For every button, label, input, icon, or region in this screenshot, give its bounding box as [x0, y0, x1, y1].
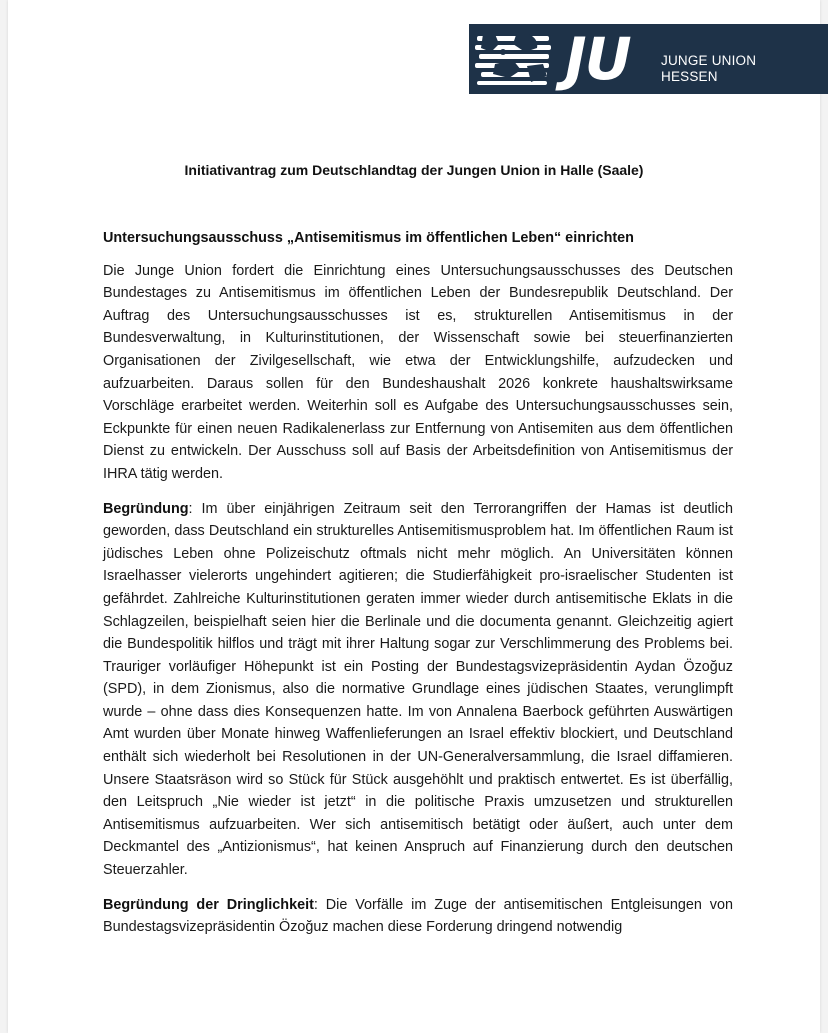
urgency-label: Begründung der Dringlichkeit — [103, 896, 314, 913]
urgency-text: : Die Vorfälle im Zuge der antisemitischen Entgleisungen von Bundestagsvizepräsidentin Özoğuz machen diese Forderung dringend notwendig — [103, 896, 733, 936]
document-page — [8, 0, 820, 1033]
document-body — [103, 227, 733, 951]
document-title: Initiativantrag zum Deutschlandtag der Jungen Union in Halle (Saale) — [184, 162, 644, 178]
justification-label: Begründung — [103, 500, 189, 517]
motion-heading: Untersuchungsausschuss „Antisemitismus im öffentlichen Leben“ einrichten — [103, 230, 634, 246]
urgency-paragraph — [103, 894, 733, 939]
motion-paragraph: Die Junge Union fordert die Einrichtung eines Untersuchungsausschusses des Deutschen Bundestages zu Antisemitismus im öffentlichen Leben der Bundesrepublik Deutschland. Der Auftrag des Untersuchungsausschusses ist es, strukturellen Antisemitismus in der Bundesverwaltung, in Kulturinstitutionen, der Wissenschaft sowie bei steuerfinanzierten Organisationen der Zivilgesellschaft, wie etwa der Entwicklungshilfe, aufzudecken und aufzuarbeiten. Daraus sollen für den Bundeshaushalt 2026 konkrete haushaltswirksame Vorschläge erarbeitet werden. Weiterhin soll es Aufgabe des Untersuchungsausschusses sein, Eckpunkte für einen neuen Radikalenerlass zur Entfernung von Antisemiten aus dem öffentlichen Dienst zu entwickeln. Der Ausschuss soll auf Basis der Arbeitsdefinition von Antisemitismus der IHRA tätig werden. — [103, 262, 733, 482]
organization-name — [661, 53, 756, 85]
organization-name-line2: HESSEN — [661, 69, 718, 84]
ju-mark: JU — [565, 25, 630, 93]
justification-text: : Im über einjährigen Zeitraum seit den Terrorangriffen der Hamas ist deutlich geworden, dass Deutschland ein strukturelles Antisemitismusproblem hat. Im öffentlichen Raum ist jüdisches Leben ohne Polizeischutz oftmals nicht mehr möglich. An Universitäten können Israelhasser vielerorts ungehindert agitieren; die Studierfähigkeit pro-israelischer Studenten ist gefährdet. Zahlreiche Kulturinstitutionen geraten immer wieder durch antisemitische Eklats in die Schlagzeilen, beispielhaft seien hier die Berlinale und die documenta genannt. Gleichzeitig agiert die Bundespolitik hilflos und trägt mit ihrer Haltung sogar zur Verschlimmerung des Problems bei. Trauriger vorläufiger Höhepunkt ist ein Posting der Bundestagsvizepräsidentin Aydan Özoğuz (SPD), in dem Zionismus, also die normative Grundlage eines jüdischen Staates, verunglimpft wurde – ohne dass dies Konsequenzen hatte. Im von Annalena Baerbock geführten Auswärtigen Amt wurden über Monate hinweg Waffenlieferungen an Israel effektiv blockiert, und Deutschland enthält sich wiederholt bei Resolutionen in der UN-Generalversammlung, die Israel diffamieren. Unsere Staatsräson wird so Stück für Stück ausgehöhlt und praktisch entwertet. Es ist überfällig, den Leitspruch „Nie wieder ist jetzt“ in die politische Praxis umzusetzen und strukturellen Antisemitismus aufzuarbeiten. Wer sich antisemitisch betätigt oder äußert, auch unter dem Deckmantel des „Antizionismus“, hat keinen Anspruch auf Finanzierung durch den deutschen Steuerzahler. — [103, 500, 733, 879]
justification-paragraph — [103, 498, 733, 882]
junge-union-hessen-logo — [469, 24, 828, 94]
organization-name-line1: JUNGE UNION — [661, 53, 757, 68]
hessen-lion-crest-icon — [473, 30, 555, 88]
